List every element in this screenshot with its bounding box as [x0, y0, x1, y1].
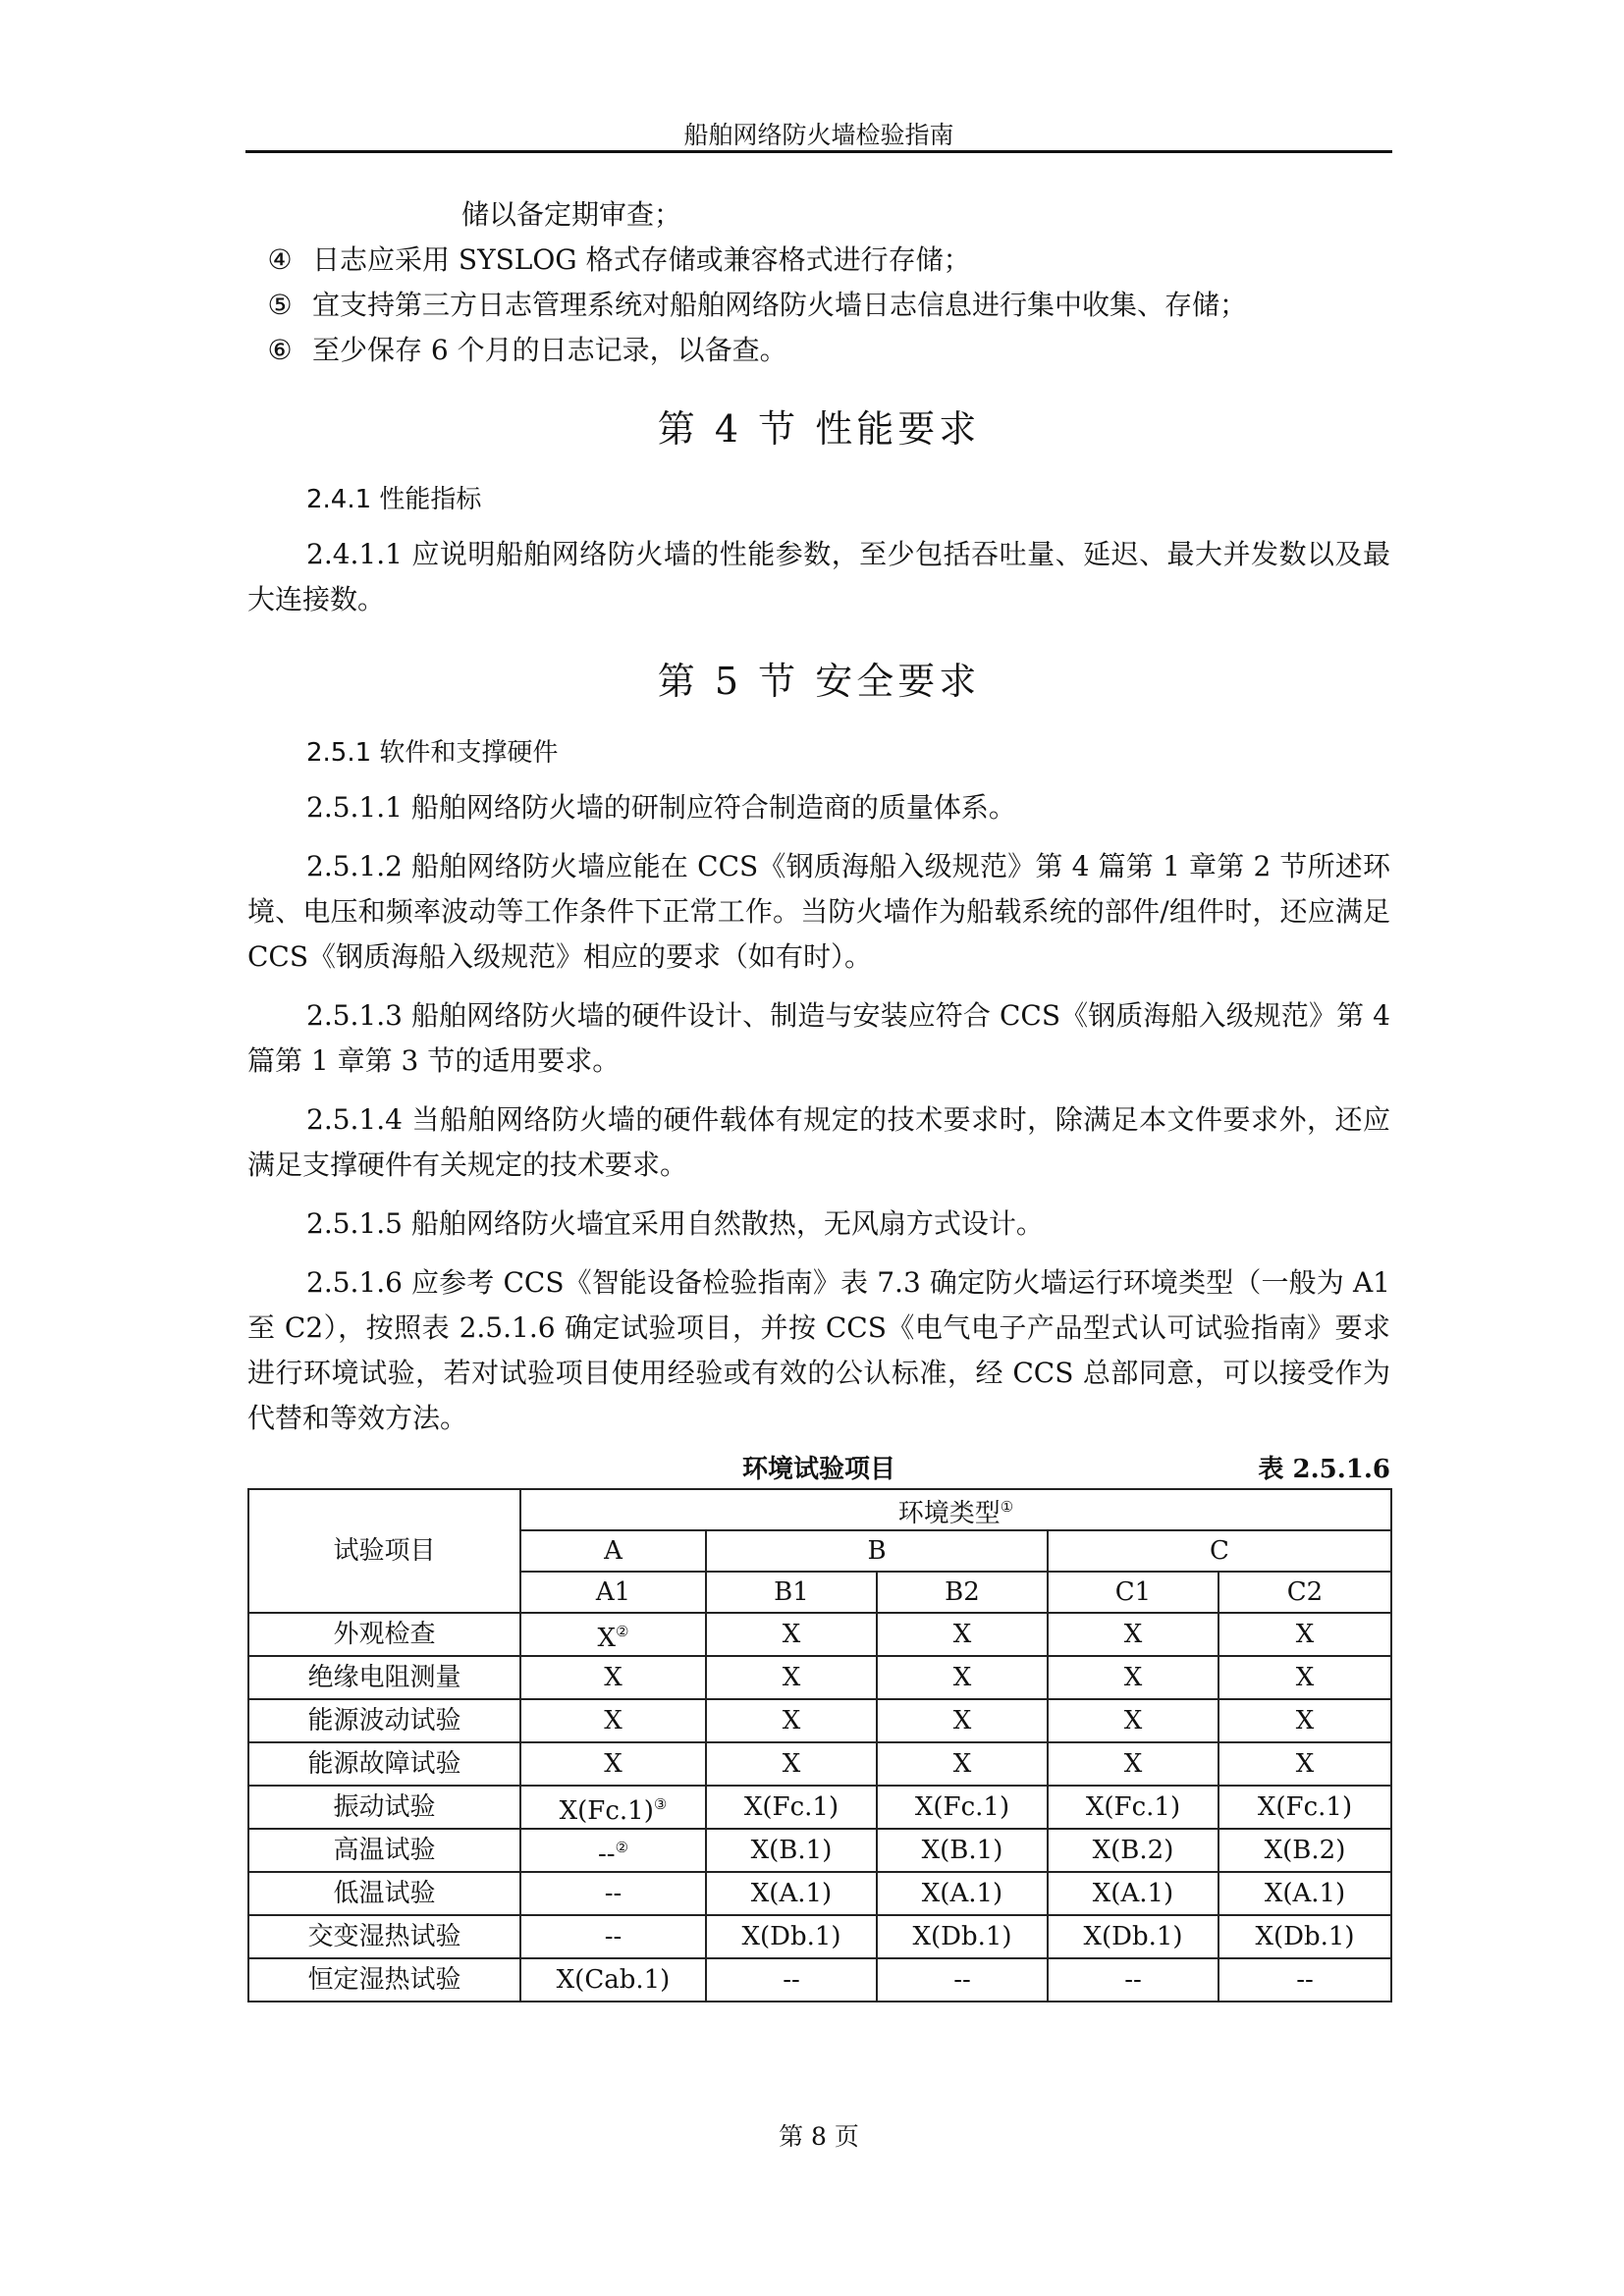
list-item	[247, 238, 1390, 283]
table-cell	[520, 1613, 706, 1656]
table-row	[248, 1699, 1391, 1742]
subgroup-header: B1	[706, 1572, 877, 1613]
list-number: ④	[267, 243, 293, 276]
subgroup-header: B2	[877, 1572, 1048, 1613]
subgroup-header: C1	[1048, 1572, 1218, 1613]
table-cell: --	[1218, 1958, 1391, 2002]
table-cell: X	[706, 1742, 877, 1786]
table-cell: X	[877, 1613, 1048, 1656]
row-name: 低温试验	[248, 1872, 520, 1915]
paragraph-2-5-1-1: 2.5.1.1 船舶网络防火墙的研制应符合制造商的质量体系。	[306, 791, 1016, 824]
table-cell: X	[520, 1742, 706, 1786]
table-caption	[247, 1449, 1390, 1484]
table-cell: --	[877, 1958, 1048, 2002]
list-item	[247, 283, 1390, 328]
row-name: 能源波动试验	[248, 1699, 520, 1742]
list-number: ⑥	[267, 334, 293, 366]
table-title: 环境试验项目	[741, 1455, 895, 1484]
page-number: 第 8 页	[779, 2122, 859, 2151]
table-cell: X(B.1)	[706, 1829, 877, 1872]
paragraph-2-5-1-4: 2.5.1.4 当船舶网络防火墙的硬件载体有规定的技术要求时，除满足本文件要求外，还应满足支撑硬件有关规定的技术要求。	[247, 1103, 1390, 1181]
table-cell: X(A.1)	[877, 1872, 1048, 1915]
group-header: B	[706, 1530, 1048, 1572]
table-cell: X(Cab.1)	[520, 1958, 706, 2002]
subheading-2-4-1: 2.4.1 性能指标	[306, 485, 482, 514]
table-cell: X(B.2)	[1218, 1829, 1391, 1872]
table-row	[248, 1958, 1391, 2002]
table-cell: X	[877, 1742, 1048, 1786]
table-cell: --	[706, 1958, 877, 2002]
table-cell: X(Db.1)	[877, 1915, 1048, 1958]
subheading-2-5-1: 2.5.1 软件和支撑硬件	[306, 738, 559, 768]
table-cell: X(Fc.1)	[1218, 1786, 1391, 1829]
table-cell: X	[1048, 1742, 1218, 1786]
row-name: 交变湿热试验	[248, 1915, 520, 1958]
table-cell: X(Db.1)	[706, 1915, 877, 1958]
subgroup-header: A1	[520, 1572, 706, 1613]
cell-value: --	[597, 1839, 616, 1869]
list-number: ⑤	[267, 289, 293, 321]
table-cell: X(Fc.1)	[1048, 1786, 1218, 1829]
list-text: 宜支持第三方日志管理系统对船舶网络防火墙日志信息进行集中收集、存储；	[312, 289, 1248, 321]
table-cell: --	[520, 1872, 706, 1915]
env-type-header	[520, 1489, 1391, 1530]
table-row	[248, 1915, 1391, 1958]
row-name: 绝缘电阻测量	[248, 1656, 520, 1699]
section-5-title: 第 5 节 安全要求	[657, 660, 981, 703]
table-row	[248, 1829, 1391, 1872]
table-cell: --	[1048, 1958, 1218, 2002]
table-cell: X	[706, 1699, 877, 1742]
table-cell: X(Fc.1)	[877, 1786, 1048, 1829]
table-cell: X(Db.1)	[1218, 1915, 1391, 1958]
table-cell: X	[877, 1699, 1048, 1742]
table-cell: X(B.1)	[877, 1829, 1048, 1872]
table-number: 表 2.5.1.6	[1258, 1455, 1390, 1484]
paragraph-2-4-1-1: 2.4.1.1 应说明船舶网络防火墙的性能参数，至少包括吞吐量、延迟、最大并发数以及最大连接数。	[247, 538, 1390, 615]
cell-value: X	[597, 1623, 617, 1653]
table-row	[248, 1786, 1391, 1829]
table-cell: X	[877, 1656, 1048, 1699]
table-cell	[520, 1829, 706, 1872]
group-header: A	[520, 1530, 706, 1572]
environment-test-table	[247, 1488, 1392, 2002]
table-cell: X	[706, 1656, 877, 1699]
table-cell	[520, 1786, 706, 1829]
table-cell: X	[1218, 1742, 1391, 1786]
table-cell: X	[520, 1699, 706, 1742]
header-rule	[245, 150, 1392, 153]
table-cell: X	[1218, 1656, 1391, 1699]
row-name: 能源故障试验	[248, 1742, 520, 1786]
env-type-label: 环境类型	[897, 1498, 1001, 1528]
row-name: 外观检查	[248, 1613, 520, 1656]
running-header: 船舶网络防火墙检验指南	[683, 121, 954, 149]
section-4-title: 第 4 节 性能要求	[657, 407, 981, 451]
table-cell: X	[706, 1613, 877, 1656]
footnote-mark: ②	[616, 1622, 629, 1640]
paragraph-2-5-1-6: 2.5.1.6 应参考 CCS《智能设备检验指南》表 7.3 确定防火墙运行环境类型（一般为 A1 至 C2），按照表 2.5.1.6 确定试验项目，并按 CCS《电气电子产品型式认可试验指南》要求进行环境试验，若对试验项目使用经验或有效的公认标准，经 CCS 总部同意，可以接受作为代替和等效方法。	[247, 1266, 1390, 1434]
table-cell: X	[1218, 1699, 1391, 1742]
group-header: C	[1048, 1530, 1391, 1572]
table-cell: X(A.1)	[706, 1872, 877, 1915]
page-body	[247, 192, 1390, 2002]
continued-line: 储以备定期审查；	[461, 198, 682, 231]
table-cell: X	[1218, 1613, 1391, 1656]
row-name: 恒定湿热试验	[248, 1958, 520, 2002]
footnote-mark: ③	[653, 1794, 668, 1813]
table-cell: X(B.2)	[1048, 1829, 1218, 1872]
list-text: 日志应采用 SYSLOG 格式存储或兼容格式进行存储；	[312, 243, 971, 276]
table-cell: X(A.1)	[1218, 1872, 1391, 1915]
paragraph-2-5-1-5: 2.5.1.5 船舶网络防火墙宜采用自然散热，无风扇方式设计。	[306, 1207, 1044, 1240]
paragraph-2-5-1-3: 2.5.1.3 船舶网络防火墙的硬件设计、制造与安装应符合 CCS《钢质海船入级规范》第 4 篇第 1 章第 3 节的适用要求。	[247, 999, 1390, 1077]
table-cell: X(A.1)	[1048, 1872, 1218, 1915]
list-item	[247, 328, 1390, 373]
footnote-mark: ①	[1000, 1497, 1014, 1516]
footnote-mark: ②	[615, 1838, 629, 1856]
item-header: 试验项目	[248, 1489, 520, 1613]
paragraph-2-5-1-2: 2.5.1.2 船舶网络防火墙应能在 CCS《钢质海船入级规范》第 4 篇第 1 章第 2 节所述环境、电压和频率波动等工作条件下正常工作。当防火墙作为船载系统的部件/组件时，还应满足 CCS《钢质海船入级规范》相应的要求（如有时）。	[247, 850, 1390, 973]
table-cell: X	[1048, 1656, 1218, 1699]
subgroup-header: C2	[1218, 1572, 1391, 1613]
table-row	[248, 1656, 1391, 1699]
row-name: 高温试验	[248, 1829, 520, 1872]
table-cell: X	[1048, 1613, 1218, 1656]
table-header-row	[248, 1489, 1391, 1530]
table-row	[248, 1742, 1391, 1786]
table-cell: X	[520, 1656, 706, 1699]
list-text: 至少保存 6 个月的日志记录，以备查。	[312, 334, 787, 366]
row-name: 振动试验	[248, 1786, 520, 1829]
table-row	[248, 1613, 1391, 1656]
table-cell: X(Fc.1)	[706, 1786, 877, 1829]
table-cell: --	[520, 1915, 706, 1958]
table-row	[248, 1872, 1391, 1915]
table-cell: X(Db.1)	[1048, 1915, 1218, 1958]
table-cell: X	[1048, 1699, 1218, 1742]
cell-value: X(Fc.1)	[559, 1795, 654, 1826]
